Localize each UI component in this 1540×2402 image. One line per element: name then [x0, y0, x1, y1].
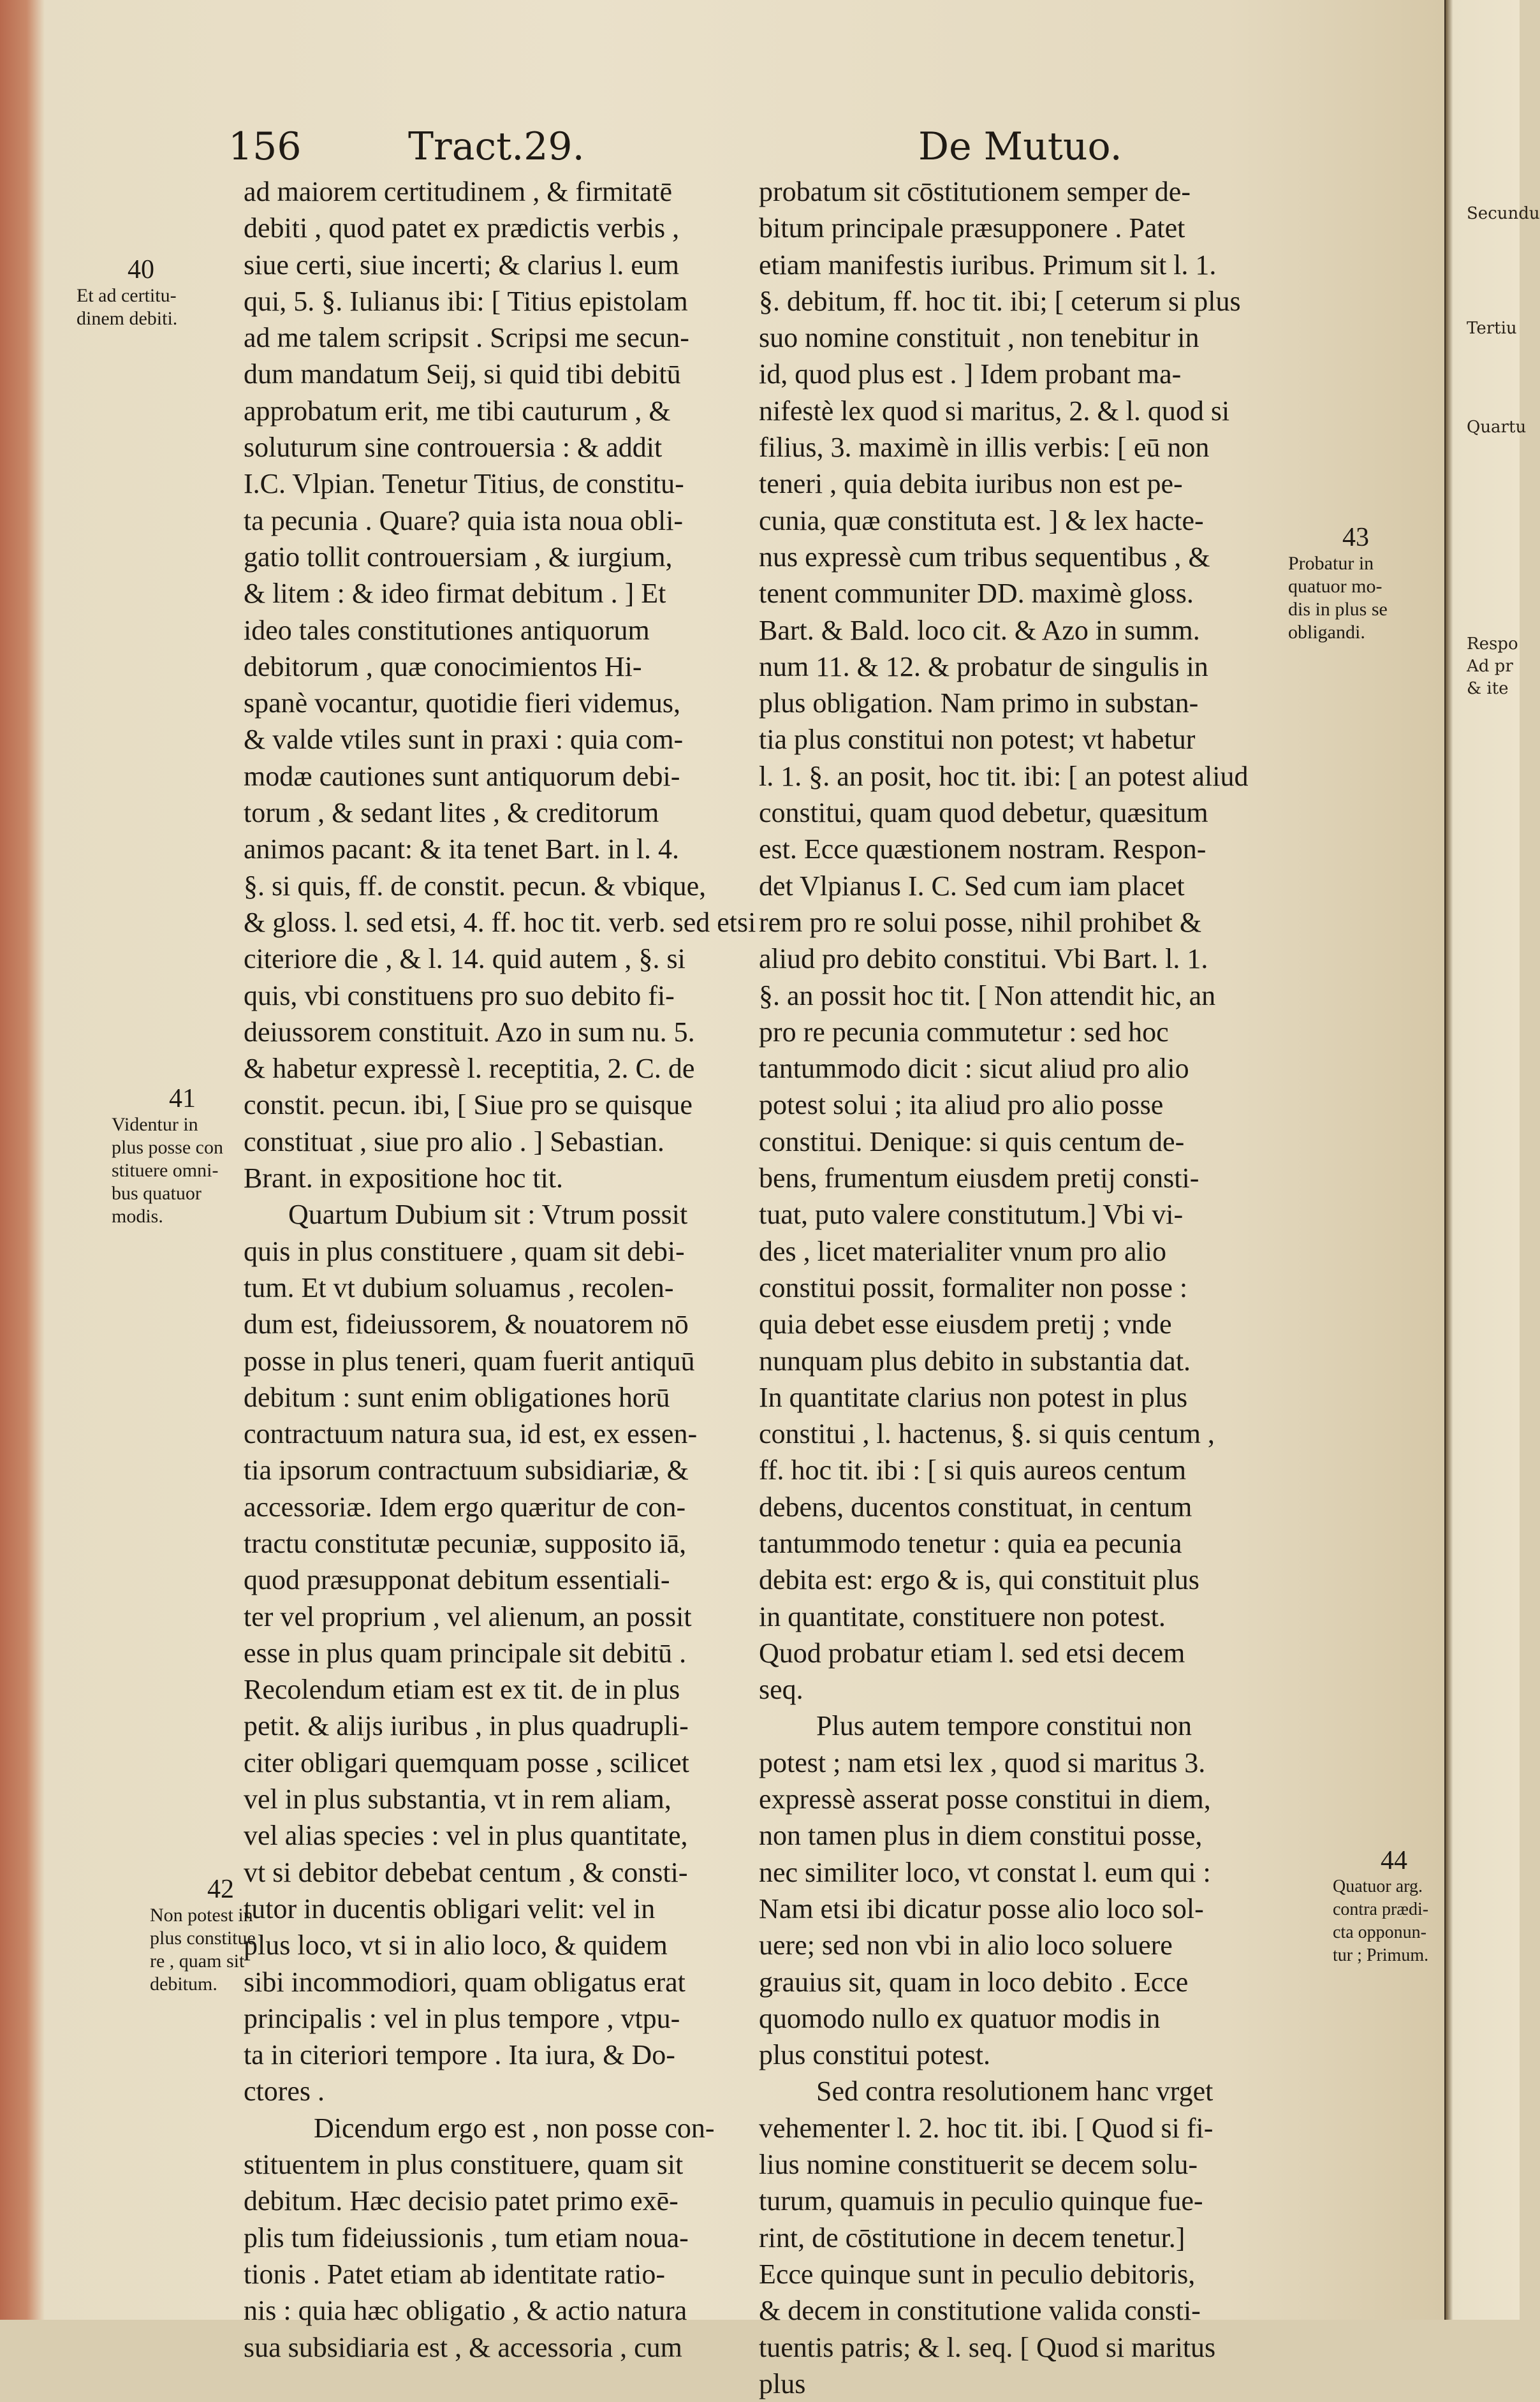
note-line: re , quam sit	[150, 1951, 245, 1972]
text-line: soluturum sine controuersia : & addit	[244, 432, 663, 464]
text-line: debitum : sunt enim obligationes horū	[244, 1381, 670, 1413]
text-line: ter vel proprium , vel alienum, an possit	[244, 1600, 692, 1632]
text-line: sibi incommodiori, quam obligatus erat	[244, 1966, 686, 1998]
text-line: vel alias species : vel in plus quantitate,	[244, 1820, 688, 1852]
text-line: num 11. & 12. & probatur de singulis in	[759, 650, 1208, 682]
text-line: etiam manifestis iuribus. Primum sit l. 1.	[759, 249, 1217, 281]
text-line: Quod probatur etiam l. sed etsi decem	[759, 1637, 1185, 1669]
note-number: 43	[1342, 523, 1369, 552]
text-line: constitui possit, formaliter non posse :	[759, 1271, 1188, 1303]
text-line: plus loco, vt si in alio loco, & quidem	[244, 1930, 668, 1961]
facing-page	[1444, 0, 1540, 2320]
text-line: quia debet esse eiusdem pretij ; vnde	[759, 1308, 1172, 1340]
text-line: tum. Et vt dubium soluamus , recolen-	[244, 1271, 674, 1303]
text-line: Bart. & Bald. loco cit. & Azo in summ.	[759, 614, 1200, 646]
text-line: qui, 5. §. Iulianus ibi: [ Titius epistolam	[244, 285, 688, 317]
text-line: dum est, fideiussorem, & nouatorem nō	[244, 1308, 689, 1340]
text-line: probatum sit cōstitutionem semper de-	[759, 176, 1191, 207]
page-edge	[0, 0, 45, 2320]
text-line: ctores .	[244, 2076, 325, 2107]
text-line: Nam etsi ibi dicatur posse alio loco sol-	[759, 1893, 1204, 1924]
text-line: debita est: ergo & is, qui constituit plus	[759, 1564, 1199, 1596]
text-line: nec similiter loco, vt constat l. eum qui :	[759, 1856, 1211, 1888]
text-line: debitorum , quæ conocimientos Hi-	[244, 650, 642, 682]
note-line: plus posse con	[112, 1137, 223, 1158]
text-line: & litem : & ideo firmat debitum . ] Et	[244, 578, 666, 610]
text-line: tuat, puto valere constitutum.] Vbi vi-	[759, 1199, 1184, 1231]
text-line: bitum principale præsupponere . Patet	[759, 212, 1185, 244]
text-line: In quantitate clarius non potest in plus	[759, 1381, 1188, 1413]
text-line: petit. & alijs iuribus , in plus quadrupli-	[244, 1710, 689, 1742]
note-line: bus quatuor	[112, 1183, 202, 1204]
text-line: ff. hoc tit. ibi : [ si quis aureos centum	[759, 1454, 1187, 1486]
text-line: constituat , siue pro alio . ] Sebastian.	[244, 1125, 664, 1157]
text-line: torum , & sedant lites , & creditorum	[244, 797, 659, 829]
text-line: l. 1. §. an posit, hoc tit. ibi: [ an potest aliud	[759, 760, 1249, 792]
text-line: rint, de cōstitutione in decem tenetur.]	[759, 2222, 1185, 2253]
text-line: vt si debitor debebat centum , & consti-	[244, 1856, 688, 1888]
text-line: quis in plus constituere , quam sit debi-	[244, 1235, 685, 1267]
text-line: tionis . Patet etiam ab identitate ratio-	[244, 2258, 666, 2290]
text-line: & decem in constitutione valida consti-	[759, 2295, 1201, 2327]
text-line: ta pecunia . Quare? quia ista noua obli-	[244, 504, 684, 536]
text-line: tractu constitutæ pecuniæ, supposito iā,	[244, 1527, 687, 1559]
note-line: dinem debiti.	[77, 308, 178, 329]
note-line: dis in plus se	[1288, 599, 1388, 620]
text-line: & habetur expressè l. receptitia, 2. C. de	[244, 1053, 695, 1085]
page-number: 156	[228, 124, 302, 169]
text-line: plus	[759, 2368, 806, 2399]
text-line: plis tum fideiussionis , tum etiam noua-	[244, 2222, 689, 2253]
text-line: id, quod plus est . ] Idem probant ma-	[759, 358, 1182, 390]
text-line: constitui. Denique: si quis centum de-	[759, 1125, 1185, 1157]
text-line: lius nomine constituerit se decem solu-	[759, 2149, 1198, 2181]
note-line: plus constitue	[150, 1928, 256, 1949]
text-line: tuentis patris; & l. seq. [ Quod si maritus	[759, 2331, 1216, 2363]
text-line: cunia, quæ constituta est. ] & lex hacte-	[759, 504, 1204, 536]
text-line: bens, frumentum eiusdem pretij consti-	[759, 1162, 1199, 1194]
text-line: tenent communiter DD. maximè gloss.	[759, 578, 1194, 610]
text-line: seq.	[759, 1674, 803, 1706]
running-title: Tract.29.	[408, 124, 585, 169]
note-line: tur ; Primum.	[1333, 1945, 1429, 1965]
facing-word: Respo	[1467, 634, 1518, 654]
text-line: esse in plus quam principale sit debitū .	[244, 1637, 687, 1669]
text-line: gatio tollit controuersiam , & iurgium,	[244, 541, 673, 573]
margin-note-43	[1288, 523, 1438, 644]
note-line: obligandi.	[1288, 622, 1365, 643]
text-line: in quantitate, constituere non potest.	[759, 1600, 1166, 1632]
note-line: quatuor mo-	[1288, 576, 1382, 597]
text-line: ad me talem scripsit . Scripsi me secun-	[244, 322, 689, 354]
text-line: dum mandatum Seij, si quid tibi debitū	[244, 358, 681, 390]
text-line: deiussorem constituit. Azo in sum nu. 5.	[244, 1016, 695, 1048]
text-line: stituentem in plus constituere, quam sit	[244, 2149, 684, 2181]
note-line: modis.	[112, 1206, 163, 1227]
facing-word: Tertiu	[1467, 319, 1517, 338]
section-title: De Mutuo.	[918, 124, 1122, 169]
note-line: Non potest in	[150, 1905, 253, 1926]
text-line: citeriore die , & l. 14. quid autem , §. si	[244, 943, 686, 975]
text-line: Sed contra resolutionem hanc vrget	[816, 2076, 1214, 2107]
text-line: constit. pecun. ibi, [ Siue pro se quisque	[244, 1089, 693, 1121]
text-line: tia ipsorum contractuum subsidiariæ, &	[244, 1454, 689, 1486]
text-line: tutor in ducentis obligari velit: vel in	[244, 1893, 656, 1924]
text-line: constitui , l. hactenus, §. si quis centum ,	[759, 1418, 1215, 1450]
text-line: nifestè lex quod si maritus, 2. & l. quod si	[759, 395, 1230, 427]
text-line: & valde vtiles sunt in praxi : quia com-	[244, 724, 684, 756]
text-line: grauius sit, quam in loco debito . Ecce	[759, 1966, 1189, 1998]
facing-word: Quartu	[1467, 418, 1527, 437]
text-line: tantummodo tenetur : quia ea pecunia	[759, 1527, 1182, 1559]
note-line: Probatur in	[1288, 553, 1374, 574]
text-line: rem pro re solui posse, nihil prohibet &	[759, 906, 1202, 938]
text-line: filius, 3. maximè in illis verbis: [ eū non	[759, 432, 1210, 464]
facing-word: Secundu	[1467, 204, 1540, 223]
text-line: §. debitum, ff. hoc tit. ibi; [ ceterum si plus	[759, 285, 1241, 317]
text-line: principalis : vel in plus tempore , vtpu-	[244, 2002, 680, 2034]
text-line: §. si quis, ff. de constit. pecun. & vbique,	[244, 870, 707, 902]
text-line: ta in citeriori tempore . Ita iura, & Do-	[244, 2039, 675, 2071]
text-line: contractuum natura sua, id est, ex essen-	[244, 1418, 698, 1450]
text-line: Recolendum etiam est ex tit. de in plus	[244, 1674, 680, 1706]
text-line: Plus autem tempore constitui non	[816, 1710, 1192, 1742]
text-line: approbatum erit, me tibi cauturum , &	[244, 395, 671, 427]
text-line: ideo tales constitutiones antiquorum	[244, 614, 650, 646]
text-line: expressè asserat posse constitui in diem,	[759, 1783, 1211, 1815]
text-line: posse in plus teneri, quam fuerit antiquū	[244, 1345, 695, 1377]
text-line: modæ cautiones sunt antiquorum debi-	[244, 760, 680, 792]
facing-word: Ad pr	[1467, 657, 1513, 676]
text-line: debiti , quod patet ex prædictis verbis ,	[244, 212, 680, 244]
margin-note-40	[77, 255, 223, 330]
note-line: contra prædi-	[1333, 1900, 1429, 1919]
text-line: plus obligation. Nam primo in substan-	[759, 687, 1199, 719]
text-line: spanè vocantur, quotidie fieri videmus,	[244, 687, 680, 719]
left-text-column	[244, 173, 766, 2366]
text-line: nunquam plus debito in substantia dat.	[759, 1345, 1191, 1377]
text-line: pro re pecunia commutetur : sed hoc	[759, 1016, 1169, 1048]
text-line: debens, ducentos constituat, in centum	[759, 1491, 1192, 1523]
text-line: animos pacant: & ita tenet Bart. in l. 4.	[244, 833, 680, 865]
text-line: aliud pro debito constitui. Vbi Bart. l. 1.	[759, 943, 1208, 975]
text-line: debitum. Hæc decisio patet primo exē-	[244, 2185, 678, 2217]
text-line: potest ; nam etsi lex , quod si maritus 3.	[759, 1747, 1206, 1778]
right-text-column	[759, 173, 1333, 2402]
text-line: constitui, quam quod debetur, quæsitum	[759, 797, 1208, 829]
note-line: Et ad certitu-	[77, 285, 177, 306]
text-line: & gloss. l. sed etsi, 4. ff. hoc tit. verb. sed etsi	[244, 906, 756, 938]
text-line: nus expressè cum tribus sequentibus , &	[759, 541, 1210, 573]
text-line: tia plus constitui non potest; vt habetur	[759, 724, 1196, 756]
text-line: §. an possit hoc tit. [ Non attendit hic, an	[759, 979, 1216, 1011]
note-number: 41	[169, 1084, 196, 1113]
margin-note-42	[150, 1875, 300, 1996]
text-line: vel in plus substantia, vt in rem aliam,	[244, 1783, 671, 1815]
text-line: quod præsupponat debitum essentiali-	[244, 1564, 670, 1596]
text-line: Dicendum ergo est , non posse con-	[314, 2112, 715, 2144]
text-line: potest solui ; ita aliud pro alio posse	[759, 1089, 1164, 1121]
text-line: tantummodo dicit : sicut aliud pro alio	[759, 1053, 1189, 1085]
facing-word: & ite	[1467, 679, 1509, 698]
note-line: stituere omni-	[112, 1160, 219, 1181]
note-number: 44	[1381, 1846, 1407, 1875]
text-line: teneri , quia debita iuribus non est pe-	[759, 468, 1183, 500]
note-line: debitum.	[150, 1974, 217, 1995]
text-line: vehementer l. 2. hoc tit. ibi. [ Quod si fi-	[759, 2112, 1214, 2144]
text-line: Brant. in expositione hoc tit.	[244, 1162, 564, 1194]
text-line: des , licet materialiter vnum pro alio	[759, 1235, 1167, 1267]
note-number: 40	[128, 255, 154, 284]
text-line: sua subsidiaria est , & accessoria , cum	[244, 2331, 682, 2363]
text-line: nis : quia hæc obligatio , & actio natura	[244, 2295, 687, 2327]
text-line: det Vlpianus I. C. Sed cum iam placet	[759, 870, 1185, 902]
text-line: suo nomine constituit , non tenebitur in	[759, 322, 1199, 354]
text-line: non tamen plus in diem constitui posse,	[759, 1820, 1203, 1852]
note-line: Videntur in	[112, 1114, 198, 1135]
text-line: citer obligari quemquam posse , scilicet	[244, 1747, 689, 1778]
text-line: quis, vbi constituens pro suo debito fi-	[244, 979, 675, 1011]
text-line: turum, quamuis in peculio quinque fue-	[759, 2185, 1203, 2217]
text-line: Ecce quinque sunt in peculio debitoris,	[759, 2258, 1196, 2290]
text-line: est. Ecce quæstionem nostram. Respon-	[759, 833, 1206, 865]
margin-note-41	[112, 1084, 265, 1228]
note-number: 42	[207, 1875, 234, 1904]
margin-note-44	[1333, 1846, 1444, 1967]
text-line: accessoriæ. Idem ergo quæritur de con-	[244, 1491, 686, 1523]
note-line: cta opponun-	[1333, 1922, 1426, 1942]
text-line: I.C. Vlpian. Tenetur Titius, de constitu-	[244, 468, 684, 500]
text-line: Quartum Dubium sit : Vtrum possit	[288, 1199, 688, 1231]
text-line: quomodo nullo ex quatuor modis in	[759, 2002, 1161, 2034]
note-line: Quatuor arg.	[1333, 1877, 1423, 1896]
text-line: ad maiorem certitudinem , & firmitatē	[244, 176, 672, 207]
text-line: plus constitui potest.	[759, 2039, 990, 2071]
text-line: uere; sed non vbi in alio loco soluere	[759, 1930, 1173, 1961]
text-line: siue certi, siue incerti; & clarius l. eum	[244, 249, 680, 281]
